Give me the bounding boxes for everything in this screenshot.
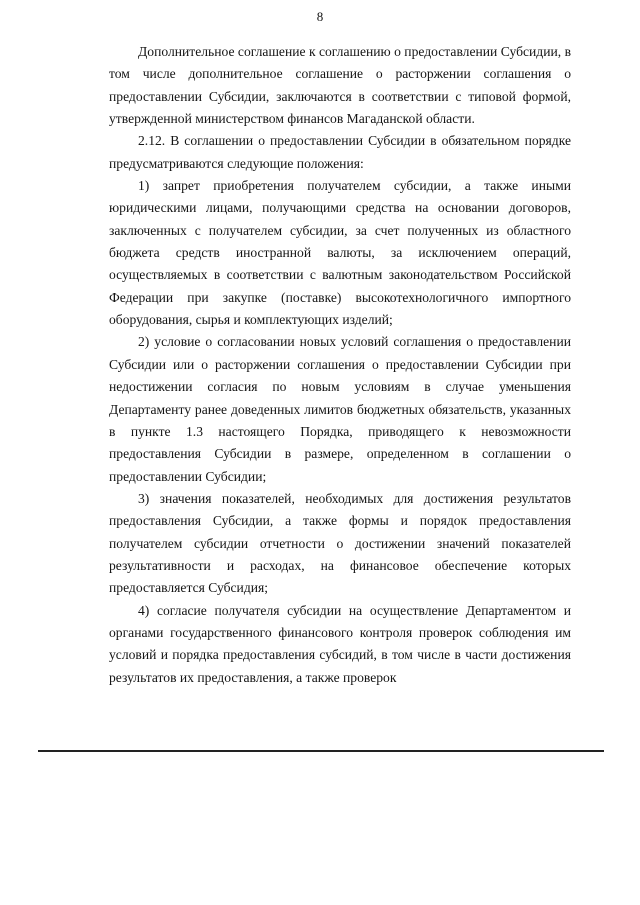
- paragraph-item-4: 4) согласие получателя субсидии на осуществление Департаментом и органами государственного финансового контроля проверок соблюдения им условий и порядка предоставления субсидий, в том числе в части достижения результатов их предоставления, а также проверок: [109, 602, 571, 685]
- page-bottom-rule: [38, 750, 604, 752]
- paragraph-additional-agreement: Дополнительное соглашение к соглашению о предоставлении Субсидии, в том числе дополнительное соглашение о расторжении соглашения о предоставлении Субсидии, заключаются в соответствии с типовой формой, утвержденной министерством финансов Магаданской области.: [109, 44, 571, 127]
- document-body: [109, 41, 571, 689]
- paragraph-item-3: 3) значения показателей, необходимых для достижения результатов предоставления Субсидии, а также формы и порядок предоставления получателем субсидии отчетности о достижении значений показателей результативности и расходах, на финансовое обеспечение которых предоставляется Субсидия;: [109, 490, 571, 596]
- paragraph-item-2: 2) условие о согласовании новых условий соглашения о предоставлении Субсидии или о расторжении соглашения о предоставлении Субсидии при недостижении согласия по новым условиям в случае уменьшения Департаменту ранее доведенных лимитов бюджетных обязательств, указанных в пункте 1.3 настоящего Порядка, приводящего к невозможности предоставления Субсидии в размере, определенном в соглашении о предоставлении Субсидии;: [109, 334, 571, 484]
- paragraph-item-1: 1) запрет приобретения получателем субсидии, а также иными юридическими лицами, получающими средства на основании договоров, заключенных с получателем субсидии, за счет полученных из областного бюджета средств иностранной валюты, за исключением операций, осуществляемых в соответствии с валютным законодательством Российской Федерации при закупке (поставке) высокотехнологичного импортного оборудования, сырья и комплектующих изделий;: [109, 178, 571, 328]
- page-number: 8: [316, 9, 324, 24]
- paragraph-2-12: 2.12. В соглашении о предоставлении Субсидии в обязательном порядке предусматриваются следующие положения:: [109, 133, 571, 171]
